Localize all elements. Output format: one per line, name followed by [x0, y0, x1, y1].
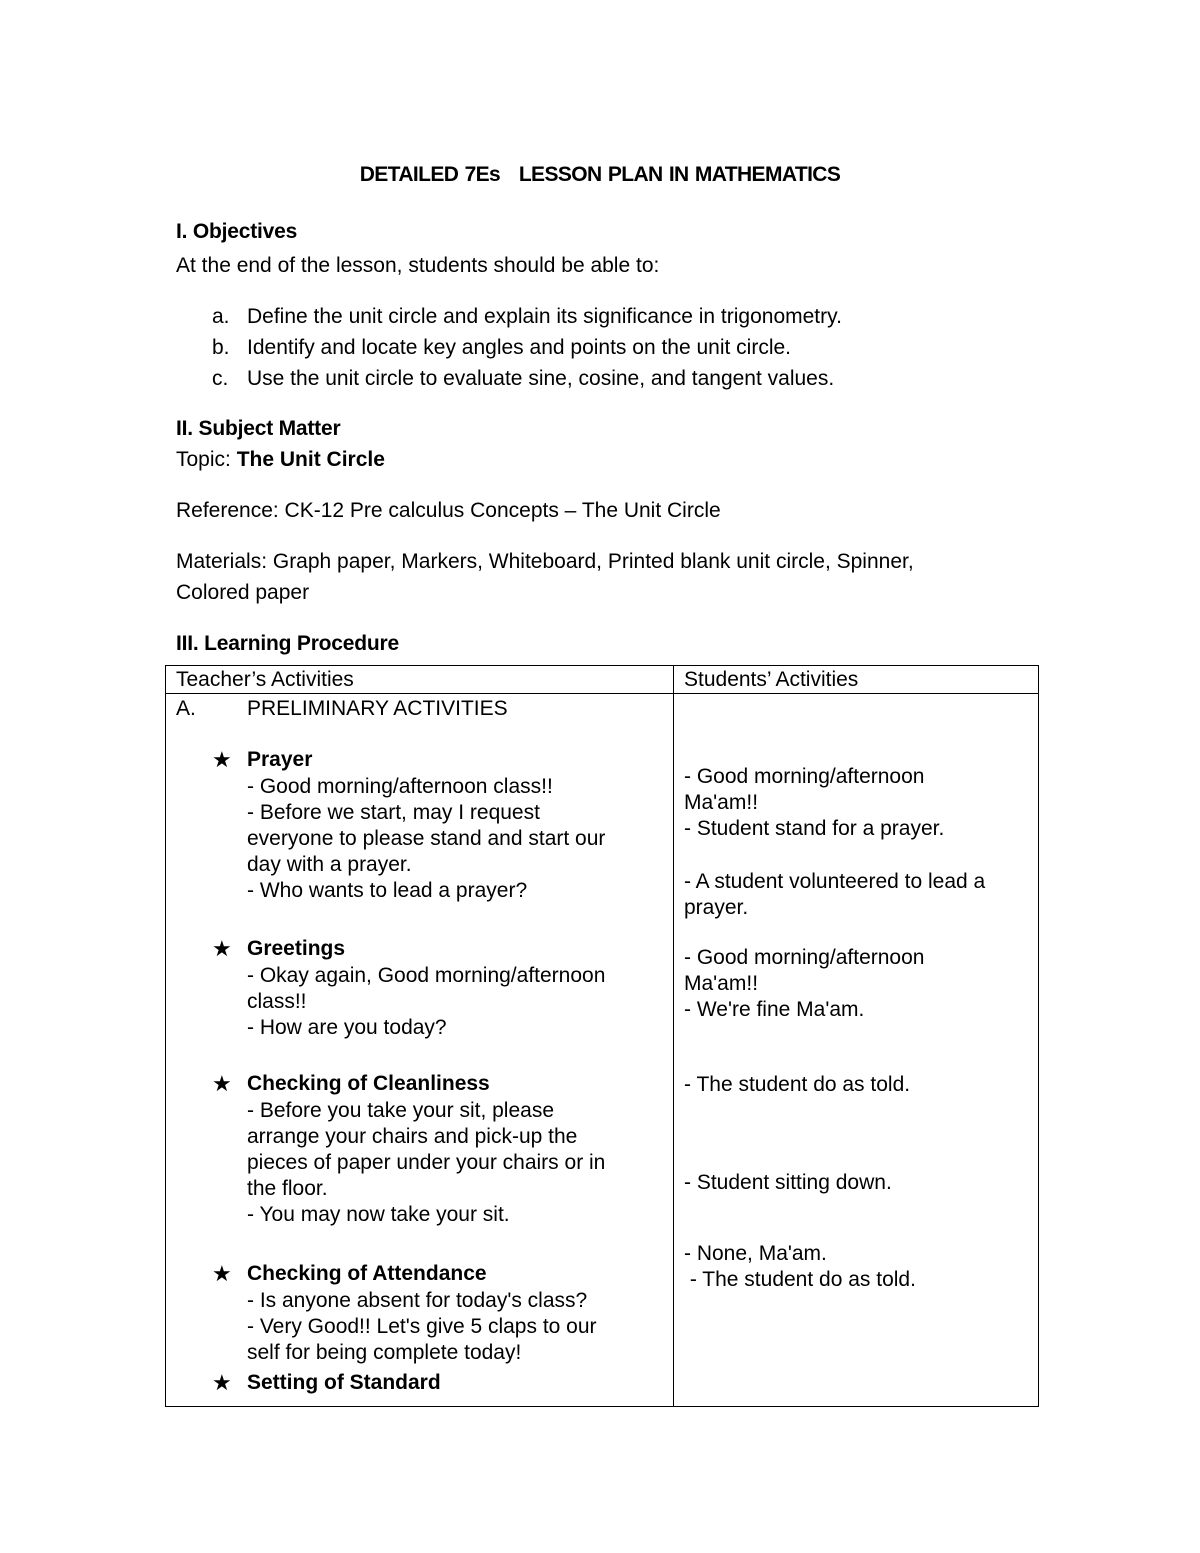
student-response [684, 1072, 910, 1098]
activity-title: Checking of Cleanliness [247, 1072, 490, 1095]
materials-line: Materials: Graph paper, Markers, Whiteboard, Printed blank unit circle, Spinner, [176, 550, 914, 573]
objective-marker: a. [212, 305, 230, 328]
activity-line: - Is anyone absent for today's class? [247, 1289, 588, 1312]
response-line: - Good morning/afternoon [684, 765, 925, 788]
objective-text: Define the unit circle and explain its significance in trigonometry. [247, 305, 842, 328]
star-bullet-icon: ★ [212, 1261, 232, 1286]
table-row [166, 694, 1039, 1407]
topic-label: Topic: [176, 448, 237, 471]
topic-value: The Unit Circle [236, 448, 385, 471]
subject-matter-heading: II. Subject Matter [176, 417, 341, 440]
teacher-activities-header: Teacher’s Activities [166, 666, 674, 694]
activity-line: - Before you take your sit, please [247, 1099, 554, 1122]
response-line: - Good morning/afternoon [684, 946, 925, 969]
activity-line: self for being complete today! [247, 1341, 522, 1364]
activity-line: the floor. [247, 1177, 328, 1200]
activity-title: Checking of Attendance [247, 1262, 487, 1285]
activity-line: - Very Good!! Let's give 5 claps to our [247, 1315, 597, 1338]
response-line: - Student sitting down. [684, 1171, 892, 1194]
objective-item [0, 336, 1200, 362]
section-title: PRELIMINARY ACTIVITIES [247, 697, 508, 720]
table-header-row [166, 666, 1039, 694]
reference-line: Reference: CK-12 Pre calculus Concepts – The Unit Circle [176, 499, 721, 522]
learning-procedure-heading: III. Learning Procedure [176, 632, 399, 655]
materials-line-continued: Colored paper [176, 581, 310, 604]
topic-line [176, 448, 385, 472]
star-bullet-icon: ★ [212, 1370, 232, 1395]
learning-procedure-table [165, 665, 1039, 1407]
student-response [684, 945, 924, 1023]
activity-line: arrange your chairs and pick-up the [247, 1125, 578, 1148]
activity-line: - Good morning/afternoon class!! [247, 775, 553, 798]
activity-line: class!! [247, 990, 307, 1013]
star-bullet-icon: ★ [212, 936, 232, 961]
objectives-heading: I. Objectives [176, 220, 298, 243]
activity-line: everyone to please stand and start our [247, 827, 606, 850]
star-bullet-icon: ★ [212, 747, 232, 772]
activity-title: Setting of Standard [247, 1371, 441, 1394]
student-response [684, 764, 944, 842]
objective-item [0, 305, 1200, 331]
activity-line: pieces of paper under your chairs or in [247, 1151, 606, 1174]
students-activities-cell [674, 694, 1039, 1407]
activity-line: - Who wants to lead a prayer? [247, 879, 528, 902]
student-response [684, 1170, 892, 1196]
students-activities-header: Students’ Activities [674, 666, 1039, 694]
response-line: Ma'am!! [684, 791, 759, 814]
response-line: - The student do as told. [684, 1073, 911, 1096]
student-response [684, 1241, 916, 1293]
objective-marker: c. [212, 367, 229, 390]
star-bullet-icon: ★ [212, 1071, 232, 1096]
response-line: - Student stand for a prayer. [684, 817, 945, 840]
activity-line: day with a prayer. [247, 853, 412, 876]
objective-text: Use the unit circle to evaluate sine, cosine, and tangent values. [247, 367, 835, 390]
response-line: - None, Ma'am. [684, 1242, 827, 1265]
objective-text: Identify and locate key angles and points on the unit circle. [247, 336, 792, 359]
response-line: - The student do as told. [684, 1268, 916, 1291]
response-line: prayer. [684, 896, 749, 919]
student-response [684, 869, 985, 921]
objective-item [0, 367, 1200, 393]
response-line: Ma'am!! [684, 972, 759, 995]
activity-line: - Okay again, Good morning/afternoon [247, 964, 606, 987]
activity-title: Greetings [247, 937, 346, 960]
response-line: - We're fine Ma'am. [684, 998, 865, 1021]
section-marker: A. [176, 697, 196, 720]
objectives-intro: At the end of the lesson, students should be able to: [176, 254, 660, 277]
activity-title: Prayer [247, 748, 313, 771]
objective-marker: b. [212, 336, 230, 359]
response-line: - A student volunteered to lead a [684, 870, 986, 893]
activity-line: - You may now take your sit. [247, 1203, 510, 1226]
teacher-activities-cell [166, 694, 674, 1407]
activity-line: - Before we start, may I request [247, 801, 540, 824]
document-title: DETAILED 7Es LESSON PLAN IN MATHEMATICS [359, 163, 841, 186]
activity-line: - How are you today? [247, 1016, 447, 1039]
